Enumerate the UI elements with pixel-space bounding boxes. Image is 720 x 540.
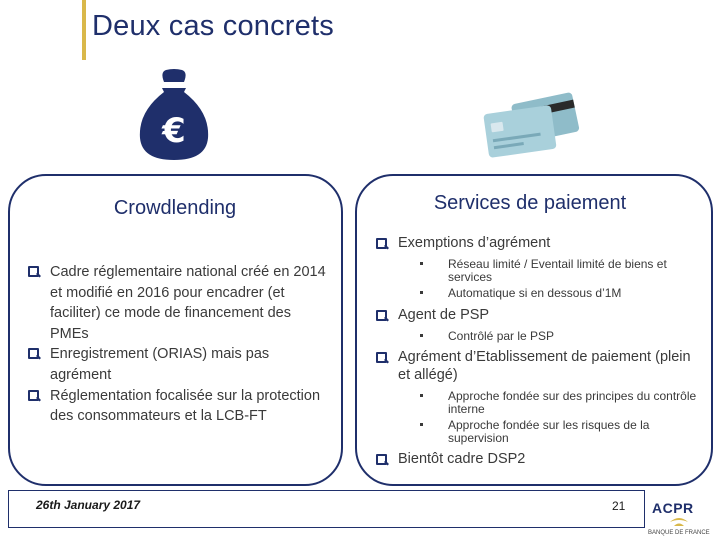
- sub-list: [398, 258, 706, 300]
- crowdlending-list: [28, 262, 328, 427]
- sub-list-item-text: Contrôlé par le PSP: [448, 328, 555, 343]
- list-item-text: Agrément d’Etablissement de paiement (plein et allégé): [398, 349, 691, 383]
- list-item: [28, 262, 328, 344]
- checkbox-bullet-icon: [28, 390, 39, 401]
- footer-date: 26th January 2017: [36, 498, 141, 512]
- list-item-text: Agent de PSP: [398, 306, 490, 323]
- list-item: [28, 344, 328, 385]
- payment-services-list: [376, 234, 706, 468]
- sub-list-item-text: Automatique si en dessous d’1M: [448, 286, 622, 300]
- logo-name: ACPR: [652, 500, 694, 516]
- crowdlending-heading: Crowdlending: [113, 197, 237, 219]
- page-number: 21: [612, 499, 626, 513]
- list-item-text: Enregistrement (ORIAS) mais pas agrément: [50, 346, 270, 383]
- bank-cards-icon: [476, 92, 586, 162]
- checkbox-bullet-icon: [376, 238, 387, 249]
- sub-list-item-text: Approche fondée sur les risques de la supervision: [448, 418, 650, 445]
- sub-list-item-text: Approche fondée sur des principes du contrôle interne: [448, 389, 697, 416]
- sub-list-item: [398, 390, 706, 415]
- list-item-text: Réglementation focalisée sur la protection des consommateurs et la LCB-FT: [50, 387, 321, 425]
- list-item: [376, 306, 706, 343]
- square-bullet-icon: [420, 262, 423, 265]
- sub-list-item: [398, 258, 706, 283]
- sub-list: [398, 330, 706, 343]
- square-bullet-icon: [420, 334, 423, 337]
- list-item: [376, 234, 706, 300]
- checkbox-bullet-icon: [376, 352, 387, 363]
- list-item-text: Cadre réglementaire national créé en 2014 et modifié en 2016 pour encadrer (et faciliter) ce mode de financement des PMEs: [50, 264, 326, 342]
- checkbox-bullet-icon: [28, 348, 39, 359]
- logo-subtitle: BANQUE DE FRANCE: [648, 530, 710, 536]
- checkbox-bullet-icon: [376, 310, 387, 321]
- list-item: [376, 348, 706, 444]
- square-bullet-icon: [420, 394, 423, 397]
- payment-services-heading: Services de paiement: [433, 192, 627, 214]
- sub-list: [398, 390, 706, 444]
- square-bullet-icon: [420, 291, 423, 294]
- list-item-text: Exemptions d’agrément: [398, 235, 551, 251]
- list-item-text: Bientôt cadre DSP2: [398, 451, 526, 467]
- svg-text:€: €: [162, 111, 186, 151]
- square-bullet-icon: [420, 423, 423, 426]
- sub-list-item-text: Réseau limité / Eventail limité de biens et services: [448, 257, 667, 284]
- title-accent-bar: [82, 0, 86, 60]
- checkbox-bullet-icon: [376, 454, 387, 465]
- list-item: [28, 386, 328, 427]
- sub-list-item: [398, 287, 706, 300]
- sub-list-item: [398, 330, 706, 343]
- checkbox-bullet-icon: [28, 266, 39, 277]
- list-item: [376, 450, 706, 468]
- money-bag-euro-icon: [134, 68, 214, 164]
- slide-title: Deux cas concrets: [92, 10, 334, 42]
- sub-list-item: [398, 419, 706, 444]
